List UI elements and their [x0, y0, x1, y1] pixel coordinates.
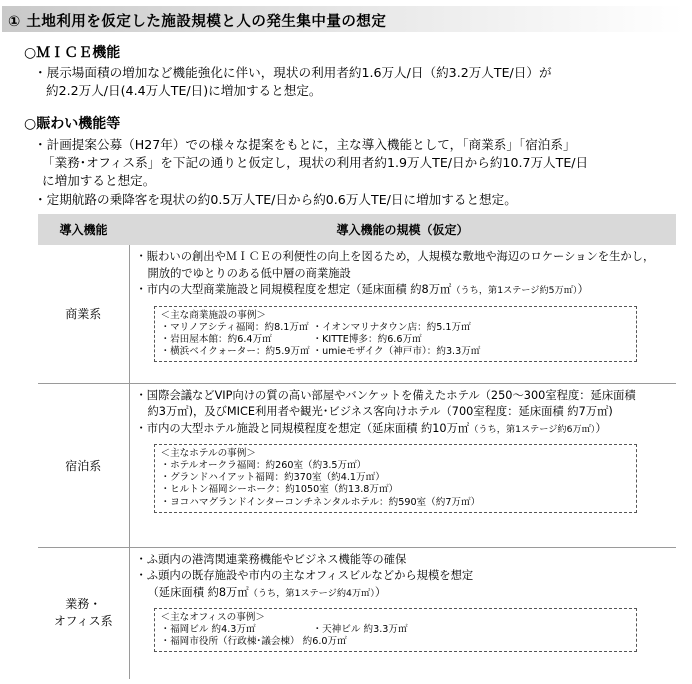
- scale-end: ）: [374, 585, 387, 599]
- scale-end: ）: [595, 421, 607, 435]
- page-title: ① 土地利用を仮定した施設規模と人の発生集中量の想定: [8, 14, 387, 30]
- mice-heading: ○ＭＩＣＥ機能: [24, 45, 121, 61]
- mice-line-2: 約2.2万人/日(4.4万人TE/日)に増加すると想定。: [46, 83, 322, 98]
- table-header-row: [38, 214, 676, 245]
- scale-main: （延床面積 約8万㎡: [147, 585, 249, 599]
- examples-box: [154, 306, 637, 363]
- table-row-office: [38, 547, 676, 679]
- mice-line-1: ・展示場面積の増加など機能強化に伴い，現状の利用者約1.6万人/日（約3.2万人TE/日）が: [34, 65, 552, 80]
- example-item: ・岩田屋本館：約6.4万㎡ ・KITTE博多：約6.6万㎡: [160, 333, 422, 345]
- scale-hotel: [129, 383, 676, 547]
- bullet-text: ・ふ頭内の港湾関連業務機能やビジネス機能等の確保: [135, 552, 407, 566]
- table-row-hotel: [38, 383, 676, 547]
- scale-office: [129, 547, 676, 679]
- example-item: ・福岡市役所（行政棟･議会棟） 約6.0万㎡: [160, 636, 347, 648]
- facility-table: [38, 214, 676, 679]
- example-item: ・マリノアシティ福岡：約8.1万㎡ ・イオンマリナタウン店：約5.1万㎡: [160, 321, 471, 333]
- nigiwai-line-2: 「業務･オフィス系」を下記の通りと仮定し，現状の利用者約1.9万人TE/日から約10.7万人TE/日: [42, 155, 589, 170]
- bullet-text: ・国際会議などVIP向けの質の高い部屋やバンケットを備えたホテル（250～300室程度：延床面積: [135, 388, 636, 402]
- scale-main: ・市内の大型商業施設と同規模程度を想定（延床面積 約8万㎡: [135, 283, 452, 296]
- table-row-commercial: [38, 245, 676, 383]
- examples-box: [154, 608, 637, 652]
- scale-stage: （うち，第1ステージ約6万㎡）: [469, 423, 596, 435]
- scale-line: [136, 282, 673, 300]
- bullet-text: 開放的でゆとりのある低中層の商業施設: [147, 266, 351, 280]
- header-function: 導入機能: [38, 214, 129, 245]
- bullet-text: ・賑わいの創出やＭＩＣＥの利便性の向上を図るため，人規模な敷地や海辺のロケーションを生かし，: [135, 250, 655, 263]
- scale-commercial: [129, 245, 676, 383]
- example-item: ・横浜ベイクォーター：約5.9万㎡ ・umieモザイク（神戸市）：約3.3万㎡: [160, 345, 481, 357]
- examples-title: ＜主な商業施設の事例＞: [160, 309, 267, 321]
- scale-stage: （うち，第1ステージ約5万㎡）: [451, 285, 578, 296]
- scale-line: [136, 421, 673, 439]
- examples-title: ＜主なオフィスの事例＞: [160, 612, 265, 623]
- scale-stage: （うち，第1ステージ約4万㎡）: [248, 587, 375, 599]
- nigiwai-line-1: ・計画提案公募（H27年）での様々な提案をもとに，主な導入機能として，「商業系」「宿泊系」: [34, 137, 576, 152]
- example-item: ・ヨコハマグランドインターコンチネンタルホテル：約590室（約7万㎡）: [160, 496, 481, 508]
- bullet-text: 約3万㎡)，及びMICE利用者や観光･ビジネス客向けホテル（700室程度：延床面積 約7万㎡): [147, 405, 613, 418]
- example-item: ・福岡ビル 約4.3万㎡ ・天神ビル 約3.3万㎡: [160, 624, 408, 635]
- category-hotel: 宿泊系: [38, 383, 129, 547]
- examples-title: ＜主なホテルの事例＞: [160, 448, 256, 459]
- category-commercial: 商業系: [38, 245, 129, 383]
- example-item: ・ヒルトン福岡シーホーク：約1050室（約13.8万㎡）: [160, 484, 399, 496]
- scale-end: ）: [577, 283, 589, 296]
- nigiwai-line-3: に増加すると想定。: [42, 173, 156, 188]
- scale-line: [136, 585, 673, 603]
- examples-box: [154, 444, 637, 513]
- nigiwai-line-4: ・定期航路の乗降客を現状の約0.5万人TE/日から約0.6万人TE/日に増加すると想定。: [34, 192, 517, 207]
- bullet-text: ・ふ頭内の既存施設や市内の主なオフィスビルなどから規模を想定: [135, 569, 474, 582]
- example-item: ・グランドハイアット福岡：約370室（約4.1万㎡）: [160, 472, 385, 484]
- category-office: 業務・ オフィス系: [38, 547, 129, 679]
- scale-main: ・市内の大型ホテル施設と同規模程度を想定（延床面積 約10万㎡: [135, 421, 470, 435]
- example-item: ・ホテルオークラ福岡：約260室（約3.5万㎡）: [160, 460, 367, 471]
- header-scale: 導入機能の規模（仮定）: [129, 214, 676, 245]
- nigiwai-heading: ○賑わい機能等: [24, 116, 121, 132]
